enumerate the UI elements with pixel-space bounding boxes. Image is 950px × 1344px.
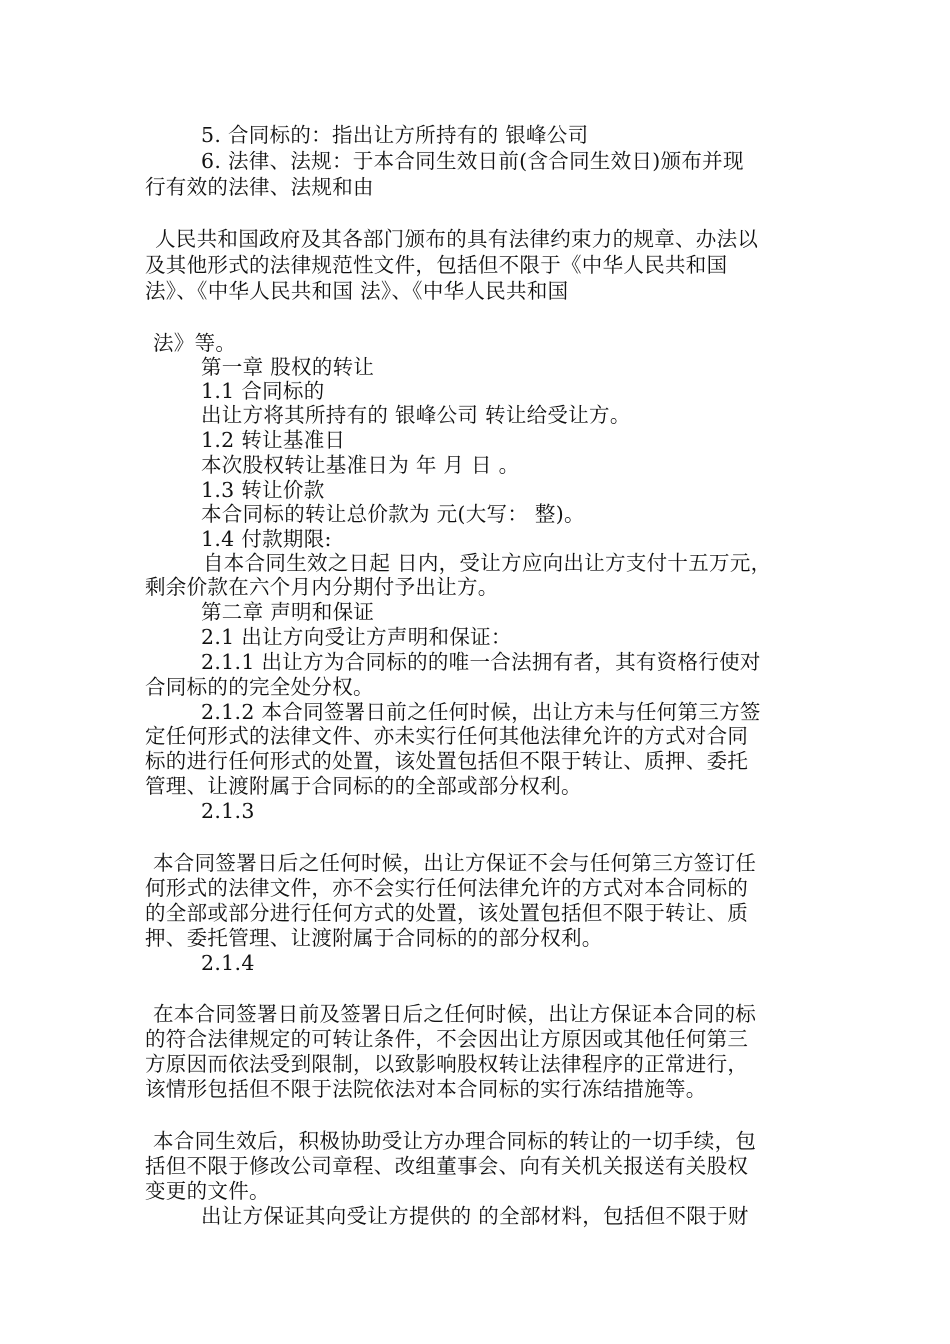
clause-2-1-4-heading: 2.1.4 bbox=[201, 951, 255, 975]
paragraph-line: 本次股权转让基准日为 年 月 日 。 bbox=[201, 453, 520, 477]
section-1-4-heading: 1.4 付款期限: bbox=[201, 527, 332, 551]
paragraph-line: 定任何形式的法律文件、亦未实行任何其他法律允许的方式对合同 bbox=[145, 724, 749, 748]
paragraph-line: 标的进行任何形式的处置，该处置包括但不限于转让、质押、委托 bbox=[145, 749, 749, 773]
clause-2-1-1-line: 2.1.1 出让方为合同标的的唯一合法拥有者，其有资格行使对 bbox=[201, 650, 761, 674]
section-1-3-heading: 1.3 转让价款 bbox=[201, 478, 325, 502]
paragraph-line: 的符合法律规定的可转让条件，不会因出让方原因或其他任何第三 bbox=[145, 1027, 749, 1051]
paragraph-line: 出让方保证其向受让方提供的 的全部材料，包括但不限于财 bbox=[201, 1204, 749, 1228]
clause-2-1-3-heading: 2.1.3 bbox=[201, 799, 255, 823]
paragraph-line: 本合同标的转让总价款为 元(大写： 整)。 bbox=[201, 502, 585, 526]
paragraph-line: 押、委托管理、让渡附属于合同标的的部分权利。 bbox=[145, 926, 603, 950]
section-2-1-heading: 2.1 出让方向受让方声明和保证： bbox=[201, 625, 512, 649]
definition-5-line: 5. 合同标的：指出让方所持有的 银峰公司 bbox=[201, 123, 589, 147]
paragraph-line: 剩余价款在六个月内分期付予出让方。 bbox=[145, 575, 499, 599]
section-1-1-heading: 1.1 合同标的 bbox=[201, 379, 325, 403]
paragraph-line: 的全部或部分进行任何方式的处置，该处置包括但不限于转让、质 bbox=[145, 901, 749, 925]
paragraph-line: 行有效的法律、法规和由 bbox=[145, 175, 374, 199]
paragraph-line: 本合同生效后，积极协助受让方办理合同标的转让的一切手续，包 bbox=[153, 1129, 757, 1153]
paragraph-line: 法》、《中华人民共和国 法》、《中华人民共和国 bbox=[145, 279, 569, 303]
paragraph-line: 及其他形式的法律规范性文件，包括但不限于《中华人民共和国 bbox=[145, 253, 728, 277]
paragraph-line: 自本合同生效之日起 日内，受让方应向出让方支付十五万元， bbox=[203, 551, 772, 575]
chapter-2-heading: 第二章 声明和保证 bbox=[201, 600, 375, 624]
paragraph-line: 何形式的法律文件，亦不会实行任何法律允许的方式对本合同标的 bbox=[145, 876, 749, 900]
section-1-2-heading: 1.2 转让基准日 bbox=[201, 428, 346, 452]
paragraph-line: 方原因而依法受到限制，以致影响股权转让法律程序的正常进行， bbox=[145, 1052, 749, 1076]
chapter-1-heading: 第一章 股权的转让 bbox=[201, 355, 375, 379]
paragraph-line: 人民共和国政府及其各部门颁布的具有法律约束力的规章、办法以 bbox=[155, 227, 759, 251]
paragraph-line: 合同标的的完全处分权。 bbox=[145, 675, 374, 699]
paragraph-line: 出让方将其所持有的 银峰公司 转让给受让方。 bbox=[201, 403, 631, 427]
definition-6-line: 6. 法律、法规：于本合同生效日前(含合同生效日)颁布并现 bbox=[201, 149, 744, 173]
paragraph-line: 在本合同签署日前及签署日后之任何时候，出让方保证本合同的标 bbox=[153, 1002, 757, 1026]
paragraph-line: 该情形包括但不限于法院依法对本合同标的实行冻结措施等。 bbox=[145, 1077, 707, 1101]
paragraph-line: 变更的文件。 bbox=[145, 1179, 270, 1203]
clause-2-1-2-line: 2.1.2 本合同签署日前之任何时候，出让方未与任何第三方签 bbox=[201, 700, 761, 724]
paragraph-line: 括但不限于修改公司章程、改组董事会、向有关机关报送有关股权 bbox=[145, 1154, 749, 1178]
paragraph-line: 管理、让渡附属于合同标的的全部或部分权利。 bbox=[145, 774, 582, 798]
paragraph-line: 本合同签署日后之任何时候，出让方保证不会与任何第三方签订任 bbox=[153, 851, 757, 875]
paragraph-line: 法》等。 bbox=[153, 331, 237, 355]
